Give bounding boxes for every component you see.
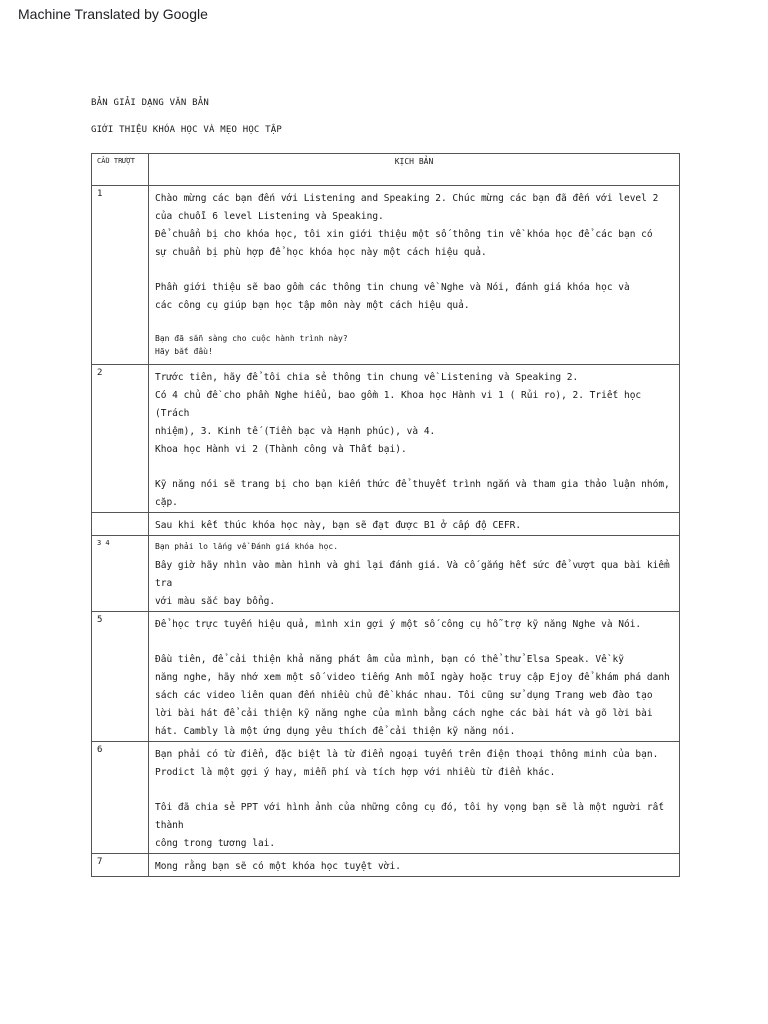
script-line: hát. Cambly là một ứng dụng yêu thích để cải thiện kỹ năng nói. [155, 726, 516, 737]
script-line: Bạn đã sẵn sàng cho cuộc hành trình này? [155, 334, 348, 343]
header-script: KỊCH BẢN [149, 154, 680, 186]
script-line: Có 4 chủ đề cho phần Nghe hiểu, bao gồm 1. Khoa học Hành vi 1 ( Rủi ro), 2. Triết học (Trách [155, 390, 642, 419]
document-title: BẢN GIẢI DẠNG VĂN BẢN [91, 98, 209, 108]
script-line: của chuỗi 6 level Listening và Speaking. [155, 211, 384, 222]
table-row [92, 365, 680, 513]
slide-number: 7 [92, 854, 149, 877]
script-line: với màu sắc bay bổng. [155, 596, 276, 607]
slide-number: 5 [92, 612, 149, 742]
script-line: Bây giờ hãy nhìn vào màn hình và ghi lại đánh giá. Và cố gắng hết sức để vượt qua bài kiểm tra [155, 560, 670, 589]
table-row [92, 742, 680, 854]
script-cell [149, 365, 680, 513]
script-line: Bạn phải lo lắng về Đánh giá khóa học. [155, 542, 339, 551]
script-line [155, 459, 673, 476]
script-line: Kỹ năng nói sẽ trang bị cho bạn kiến thức để thuyết trình ngắn và tham gia thảo luận nhóm, [155, 479, 670, 490]
script-line: Chào mừng các bạn đến với Listening and Speaking 2. Chúc mừng các bạn đã đến với level 2 [155, 193, 659, 204]
script-line [155, 634, 673, 651]
table-row [92, 612, 680, 742]
table-row [92, 186, 680, 365]
script-table [91, 153, 679, 877]
script-line: các công cụ giúp bạn học tập môn này một cách hiệu quả. [155, 300, 470, 311]
script-cell [149, 536, 680, 612]
script-line: Hãy bắt đầu! [155, 347, 213, 356]
machine-translated-banner: Machine Translated by Google [18, 6, 208, 22]
table-row [92, 536, 680, 612]
script-line: Tôi đã chia sẻ PPT với hình ảnh của những công cụ đó, tôi hy vọng bạn sẽ là một người rất thành [155, 802, 665, 831]
script-line [155, 262, 673, 279]
script-line: Khoa học Hành vi 2 (Thành công và Thất bại). [155, 444, 407, 455]
script-line: lời bài hát để cải thiện kỹ năng nghe của mình bằng cách nghe các bài hát và gõ lời bài [155, 708, 653, 719]
script-line [155, 782, 673, 799]
slide-number: 3 4 [92, 536, 149, 612]
script-line: Để học trực tuyến hiệu quả, mình xin gợi ý một số công cụ hỗ trợ kỹ năng Nghe và Nói. [155, 619, 642, 630]
script-cell [149, 186, 680, 365]
script-cell [149, 742, 680, 854]
script-line: Bạn phải có từ điển, đặc biệt là từ điển ngoại tuyến trên điện thoại thông minh của bạn. [155, 749, 659, 760]
script-line: Phần giới thiệu sẽ bao gồm các thông tin chung về Nghe và Nói, đánh giá khóa học và [155, 282, 630, 293]
script-line: Mong rằng bạn sẽ có một khóa học tuyệt vời. [155, 861, 401, 872]
script-line: công trong tương lai. [155, 838, 276, 849]
slide-number: 6 [92, 742, 149, 854]
slide-number: 2 [92, 365, 149, 513]
slide-number: 1 [92, 186, 149, 365]
table-row [92, 513, 680, 536]
script-line: Trước tiên, hãy để tôi chia sẻ thông tin chung về Listening và Speaking 2. [155, 372, 579, 383]
script-line: nhiệm), 3. Kinh tế (Tiền bạc và Hạnh phúc), và 4. [155, 426, 436, 437]
script-line: sự chuẩn bị phù hợp để học khóa học này một cách hiệu quả. [155, 247, 487, 258]
document-subtitle: GIỚI THIỆU KHÓA HỌC VÀ MẸO HỌC TẬP [91, 125, 283, 135]
script-line: Đầu tiên, để cải thiện khả năng phát âm của mình, bạn có thể thử Elsa Speak. Về kỹ [155, 654, 624, 665]
script-line [155, 315, 673, 332]
script-line: sách các video liên quan đến nhiều chủ đề khác nhau. Tôi cũng sử dụng Trang web đào tạo [155, 690, 653, 701]
slide-number [92, 513, 149, 536]
script-cell [149, 854, 680, 877]
script-cell [149, 513, 680, 536]
header-slide: CẦU TRƯỢT [92, 154, 149, 186]
script-line: Sau khi kết thúc khóa học này, bạn sẽ đạt được B1 ở cấp độ CEFR. [155, 520, 522, 531]
table-header-row [92, 154, 680, 186]
script-line: Để chuẩn bị cho khóa học, tôi xin giới thiệu một số thông tin về khóa học để các bạn có [155, 229, 653, 240]
table-row [92, 854, 680, 877]
script-line: năng nghe, hãy nhớ xem một số video tiếng Anh mỗi ngày hoặc truy cập Ejoy để khám phá danh [155, 672, 670, 683]
script-line: cặp. [155, 497, 178, 508]
script-cell [149, 612, 680, 742]
script-line: Prodict là một gợi ý hay, miễn phí và tích hợp với nhiều từ điển khác. [155, 767, 556, 778]
